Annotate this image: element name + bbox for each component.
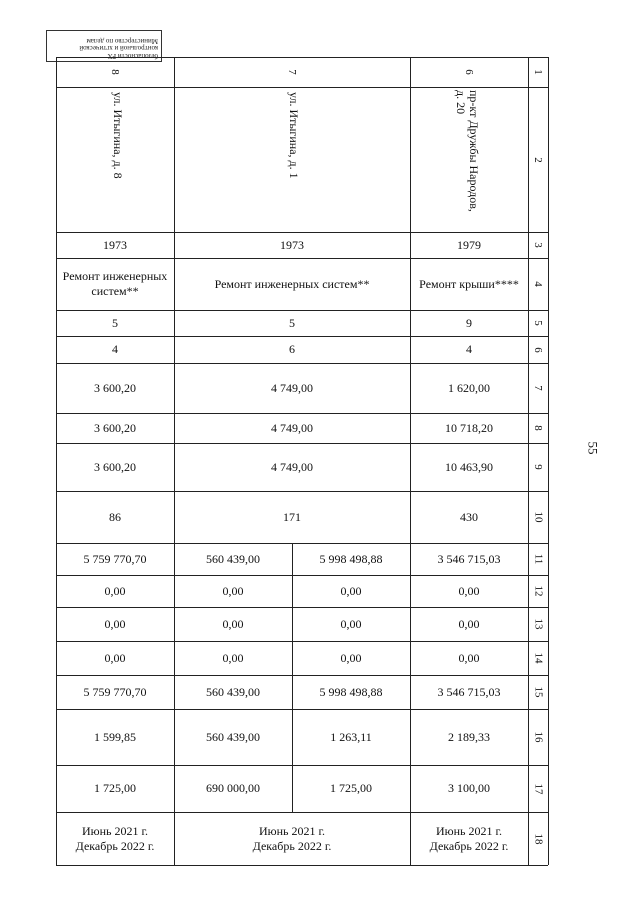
table-border	[548, 57, 549, 865]
table-cell: 0,00	[104, 583, 126, 598]
table-cell: 10 718,20	[445, 420, 493, 435]
table-cell: 1 263,11	[330, 729, 372, 744]
table-cell: 3 100,00	[448, 781, 490, 795]
table-cell: 1 599,85	[94, 729, 136, 744]
table-cell: 690 000,00	[206, 781, 260, 795]
table-cell: 5 998 498,88	[319, 684, 383, 699]
house-number: 7	[286, 69, 298, 75]
table-cell: 9	[466, 315, 472, 330]
table-cell: 0,00	[340, 650, 362, 665]
year-cell: 1973	[103, 237, 127, 252]
row-number: 17	[532, 783, 544, 794]
work-type-cell: Ремонт инженерных систем**	[214, 276, 370, 291]
row-number: 12	[532, 585, 544, 597]
table-cell: 0,00	[340, 583, 362, 598]
table-cell: 4 749,00	[271, 380, 313, 395]
period-cell	[56, 812, 174, 865]
table-cell: 1 725,00	[330, 781, 372, 795]
row-number: 8	[532, 425, 544, 431]
table-cell: 5	[112, 315, 118, 330]
table-cell: 0,00	[222, 616, 244, 631]
table-cell: 3 600,20	[94, 459, 136, 474]
period-start: Июнь 2021 г.	[81, 823, 149, 838]
table-cell: 430	[460, 509, 478, 524]
table-cell: 0,00	[458, 616, 480, 631]
row-number: 16	[532, 731, 544, 743]
row-number: 4	[532, 281, 544, 287]
table-cell: 5	[289, 315, 295, 330]
period-start: Июнь 2021 г.	[258, 823, 326, 838]
table-cell: 0,00	[222, 583, 244, 598]
stamp-line: Министерство по делам	[86, 37, 158, 45]
table-cell: 4	[466, 342, 472, 356]
period-cell	[410, 812, 528, 865]
year-cell: 1979	[457, 237, 481, 252]
table-cell: 0,00	[340, 616, 362, 631]
row-number: 11	[532, 553, 544, 565]
house-number: 8	[109, 69, 121, 75]
period-end: Декабрь 2022 г.	[75, 838, 155, 853]
table-cell: 3 546 715,03	[437, 551, 501, 566]
table-cell: 0,00	[458, 583, 480, 598]
row-number: 13	[532, 618, 544, 630]
stamp-line: безопасности РХ	[107, 52, 158, 60]
table-border	[56, 865, 548, 866]
year-cell: 1973	[280, 237, 304, 252]
period-end: Декабрь 2022 г.	[252, 838, 332, 853]
period-start: Июнь 2021 г.	[435, 823, 503, 838]
row-number: 18	[532, 833, 544, 844]
table-cell: 4 749,00	[271, 459, 313, 474]
table-cell: 4 749,00	[271, 420, 313, 435]
row-number: 10	[532, 511, 544, 523]
work-type-cell: Ремонт инженерных систем**	[62, 269, 168, 298]
table-cell: 6	[289, 342, 295, 356]
table-cell: 0,00	[104, 616, 126, 631]
house-number: 6	[463, 69, 475, 75]
table-cell: 560 439,00	[206, 729, 260, 744]
table-cell: 0,00	[458, 650, 480, 665]
table-cell: 1 620,00	[448, 380, 490, 395]
row-number: 6	[532, 346, 544, 353]
table-cell: 4	[112, 342, 118, 356]
table-cell: 5 998 498,88	[319, 551, 383, 566]
row-number: 15	[532, 686, 544, 698]
row-number: 1	[532, 69, 544, 75]
page-number: 55	[585, 441, 601, 455]
stamp-line: контрольной и хгтической	[79, 44, 158, 53]
row-number: 3	[532, 242, 544, 248]
table-cell: 10 463,90	[445, 459, 493, 474]
table-cell: 171	[283, 509, 301, 524]
table-cell: 5 759 770,70	[83, 684, 147, 699]
table-cell: 0,00	[104, 650, 126, 665]
period-end: Декабрь 2022 г.	[429, 838, 509, 853]
table-cell: 5 759 770,70	[83, 551, 147, 566]
period-cell	[174, 812, 410, 865]
row-number: 5	[532, 320, 544, 326]
table-cell: 1 725,00	[94, 781, 136, 795]
table-cell: 3 600,20	[94, 420, 136, 435]
table-cell: 3 546 715,03	[437, 684, 501, 699]
table-cell: 560 439,00	[206, 551, 260, 566]
table-cell: 3 600,20	[94, 380, 136, 395]
row-number: 7	[532, 385, 544, 391]
row-number: 2	[532, 156, 544, 163]
table-cell: 560 439,00	[206, 684, 260, 699]
work-type-cell: Ремонт крыши****	[419, 276, 519, 291]
table-cell: 2 189,33	[448, 729, 490, 744]
row-number: 14	[532, 652, 544, 664]
table-cell: 86	[109, 509, 121, 524]
table-cell: 0,00	[222, 650, 244, 665]
row-number: 9	[532, 464, 544, 470]
table-border	[56, 87, 548, 88]
